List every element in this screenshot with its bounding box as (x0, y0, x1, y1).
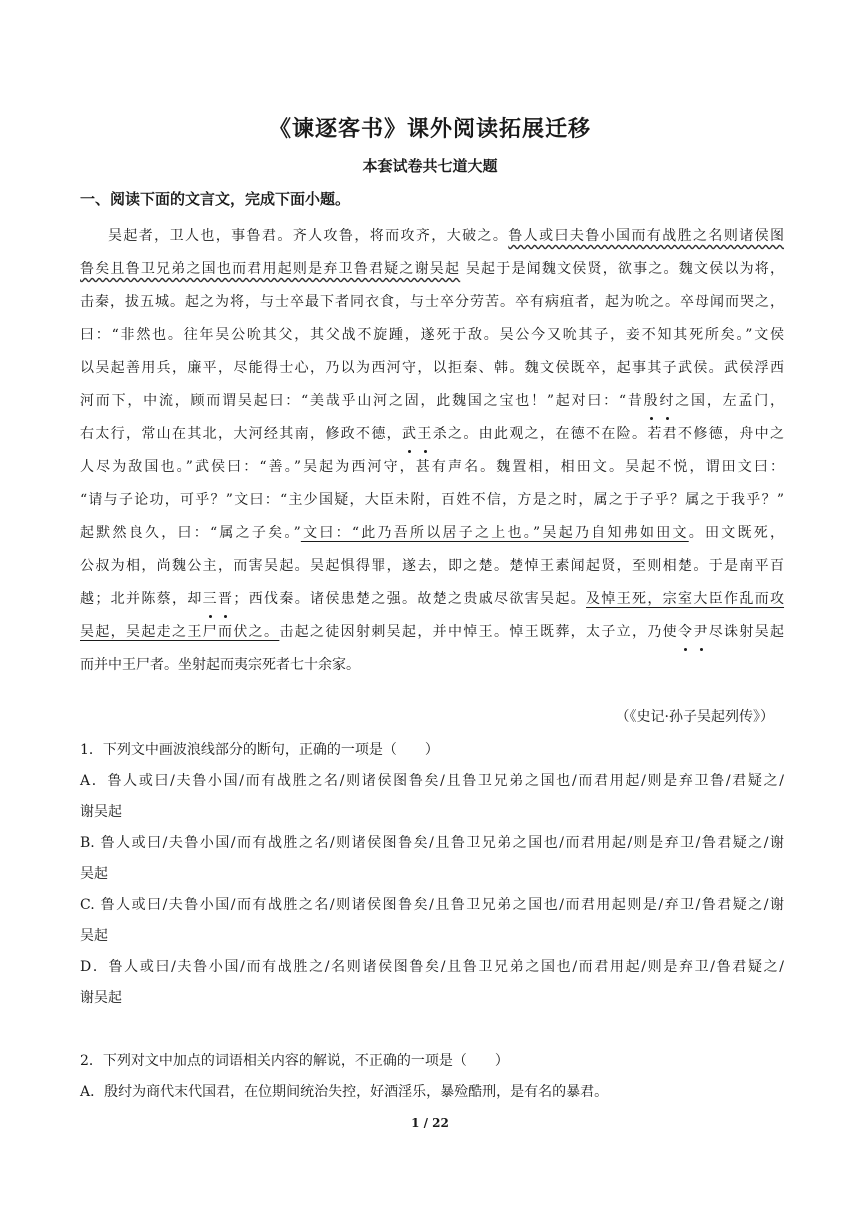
question-stem: 2．下列对文中加点的词语相关内容的解说，不正确的一项是（ ） (80, 1053, 509, 1069)
passage-line (80, 583, 784, 616)
dotted-word-char: 令 (678, 624, 694, 640)
passage-line: 而并中王尸者。坐射起而夷宗死者七十余家。 (80, 657, 360, 673)
question-stem: 1．下列文中画波浪线部分的断句，正确的一项是（ ） (80, 742, 439, 758)
passage-text: 之国，左孟门， (675, 393, 785, 409)
passage-text: ；西伐秦。诸侯患楚之强。故楚之贵戚尽欲害吴起。 (233, 591, 587, 607)
option-a-cont: 谢吴起 (80, 804, 122, 820)
option-a: A．殷纣为商代末代国君，在位期间统治失控，好酒淫乐，暴殓酷刑，是有名的暴君。 (80, 1084, 609, 1100)
option-d: D．鲁人或曰/夫鲁小国/而有战胜之/名则诸侯图鲁矣/且鲁卫兄弟之国也/而君用起/则是弃卫/鲁君疑之/ (80, 959, 784, 975)
passage-line (80, 253, 784, 286)
underlined-text: 文曰：“此乃吾所以居子之上也。”吴起乃自知弗如田文 (300, 525, 689, 541)
passage-line: 击秦，拔五城。起之为将，与士卒最下者同衣食，与士卒分劳苦。卒有病疽者，起为吮之。卒母闻而哭之， (80, 294, 784, 310)
passage-line (80, 517, 784, 550)
passage-line (80, 418, 784, 451)
dotted-word-char: 三 (202, 591, 219, 607)
option-c: C. 鲁人或曰/夫鲁小国/而有战胜之名/则诸侯图鲁矣/且鲁卫兄弟之国也/而君用起则是/弃卫/鲁君疑之/谢 (80, 897, 784, 913)
dotted-word-char: 晋 (218, 591, 234, 607)
passage-text: 击起之徒因射刺吴起，并中悼王。悼王既葬，太子立，乃使 (279, 624, 679, 640)
passage-line: 人尽为敌国也。”武侯曰：“善。”吴起为西河守，甚有声名。魏置相，相田文。吴起不悦，谓田文曰： (80, 459, 784, 475)
passage-text: 吴起于是闻魏文侯贤，欲事之。魏文侯以为将， (460, 261, 784, 277)
passage-text: 。田文既死， (688, 525, 784, 541)
wavy-underlined-text: 鲁人或曰夫鲁小国而有战胜之名则诸侯图 (508, 228, 785, 244)
option-d-cont: 谢吴起 (80, 990, 122, 1006)
option-b-cont: 吴起 (80, 866, 108, 882)
passage-text: 吴起者，卫人也，事鲁君。齐人攻鲁，将而攻齐，大破之。 (108, 228, 509, 244)
question-2 (80, 1046, 784, 1108)
underlined-text: 吴起，吴起走之王尸而伏之。 (80, 624, 280, 640)
passage-line: 以吴起善用兵，廉平，尽能得士心，乃以为西河守，以拒秦、韩。魏文侯既卒，起事其子武侯。武侯浮西 (80, 360, 784, 376)
passage-line: 曰：“非然也。往年吴公吮其父，其父战不旋踵，遂死于敌。吴公今又吮其子，妾不知其死所矣。”文侯 (80, 327, 784, 343)
dotted-word-char: 殷 (643, 393, 660, 409)
passage-line (80, 616, 784, 649)
option-a: A．鲁人或曰/夫鲁小国/而有战胜之名/则诸侯图鲁矣/且鲁卫兄弟之国也/而君用起/则是弃卫鲁/君疑之/ (80, 773, 784, 789)
passage-text: 杀之。由此观之，在德不在险。若君不修德，舟中之 (432, 426, 785, 442)
dotted-word-char: 尹 (693, 624, 709, 640)
passage-line (80, 220, 784, 253)
option-c-cont: 吴起 (80, 928, 108, 944)
dotted-word-char: 王 (417, 426, 433, 442)
passage-text: 起默然良久，曰：“属之子矣。” (80, 525, 301, 541)
passage-text: 河而下，中流，顾而谓吴起曰：“美哉乎山河之固，此魏国之宝也！”起对曰：“昔 (80, 393, 644, 409)
passage-line: 公叔为相，尚魏公主，而害吴起。吴起惧得罪，遂去，即之楚。楚悼王素闻起贤，至则相楚。于是南平百 (80, 558, 784, 574)
dotted-word-char: 纣 (659, 393, 676, 409)
underlined-text: 及悼王死，宗室大臣作乱而攻 (586, 591, 785, 607)
document-subtitle: 本套试卷共七道大题 (362, 157, 498, 175)
wavy-underlined-text: 鲁矣且鲁卫兄弟之国也而君用起则是弃卫鲁君疑之谢吴起 (80, 261, 461, 277)
passage-line: “请与子论功，可乎？”文曰：“主少国疑，大臣未附，百姓不信，方是之时，属之于子乎？属之于我乎？” (80, 492, 784, 508)
page-number: 1 / 22 (411, 1116, 449, 1130)
passage-text: 右太行，常山在其北，大河经其南，修政不德， (80, 426, 402, 442)
passage-line (80, 385, 784, 418)
question-1 (80, 735, 784, 1014)
passage-text: 越；北并陈蔡，却 (80, 591, 203, 607)
document-title: 《谏逐客书》课外阅读拓展迁移 (268, 116, 591, 142)
classical-passage (80, 220, 784, 682)
section-heading: 一、阅读下面的文言文，完成下面小题。 (80, 190, 351, 208)
dotted-word-char: 武 (402, 426, 418, 442)
passage-source: （《史记·孙子吴起列传》） (615, 709, 774, 725)
option-b: B. 鲁人或曰/夫鲁小国/而有战胜之名/则诸侯图鲁矣/且鲁卫兄弟之国也/而君用起/则是弃卫/鲁君疑之/谢 (80, 835, 784, 851)
passage-text: 尽诛射吴起 (708, 624, 785, 640)
